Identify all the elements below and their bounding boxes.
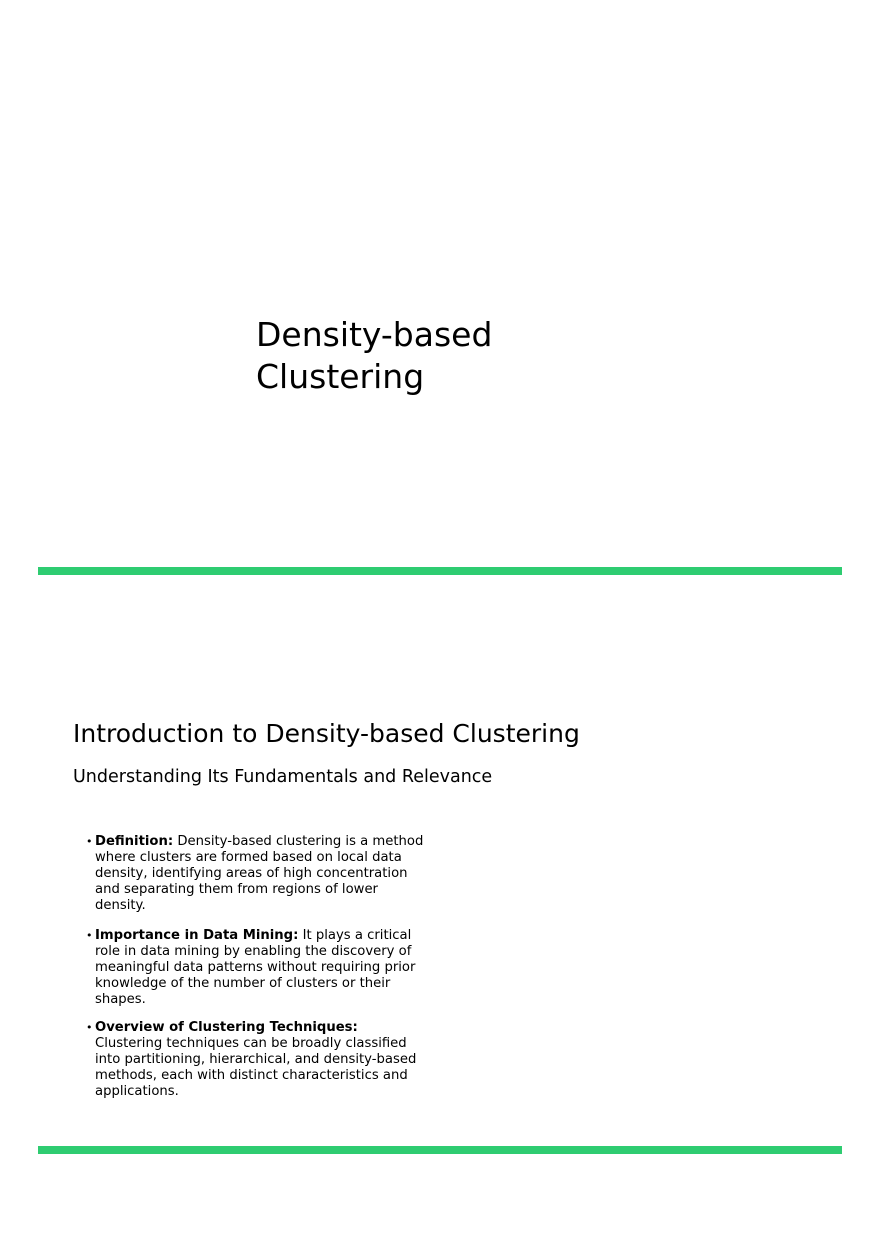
bullet-icon: •: [86, 929, 93, 942]
bullet-term: Definition:: [95, 834, 174, 849]
section-title: Introduction to Density-based Clustering: [73, 719, 580, 748]
bullet-text: Density-based clustering is a method where clusters are formed based on local data density, identifying areas of high concentration and separating them from regions of lower density.: [95, 834, 424, 913]
bullet-term: Overview of Clustering Techniques:: [95, 1020, 358, 1035]
intro-slide: [38, 576, 842, 1154]
bullet-item-importance: [86, 928, 426, 1008]
bullet-term: Importance in Data Mining:: [95, 928, 299, 943]
section-subtitle: Understanding Its Fundamentals and Relevance: [73, 767, 493, 787]
bullet-text: Clustering techniques can be broadly classified into partitioning, hierarchical, and density-based methods, each with distinct characteristics and applications.: [95, 1036, 417, 1099]
bullet-item-overview: [86, 1020, 426, 1100]
bullet-text: It plays a critical role in data mining by enabling the discovery of meaningful data patterns without requiring prior knowledge of the number of clusters or their shapes.: [95, 928, 416, 1007]
slide-divider: [38, 567, 842, 575]
cover-title: Density-based Clustering: [256, 315, 493, 396]
bullet-item-definition: [86, 834, 426, 914]
bullet-list: [86, 834, 426, 1114]
cover-slide: [38, 0, 842, 576]
bullet-icon: •: [86, 835, 93, 848]
slide-divider: [38, 1146, 842, 1154]
bullet-icon: •: [86, 1021, 93, 1034]
